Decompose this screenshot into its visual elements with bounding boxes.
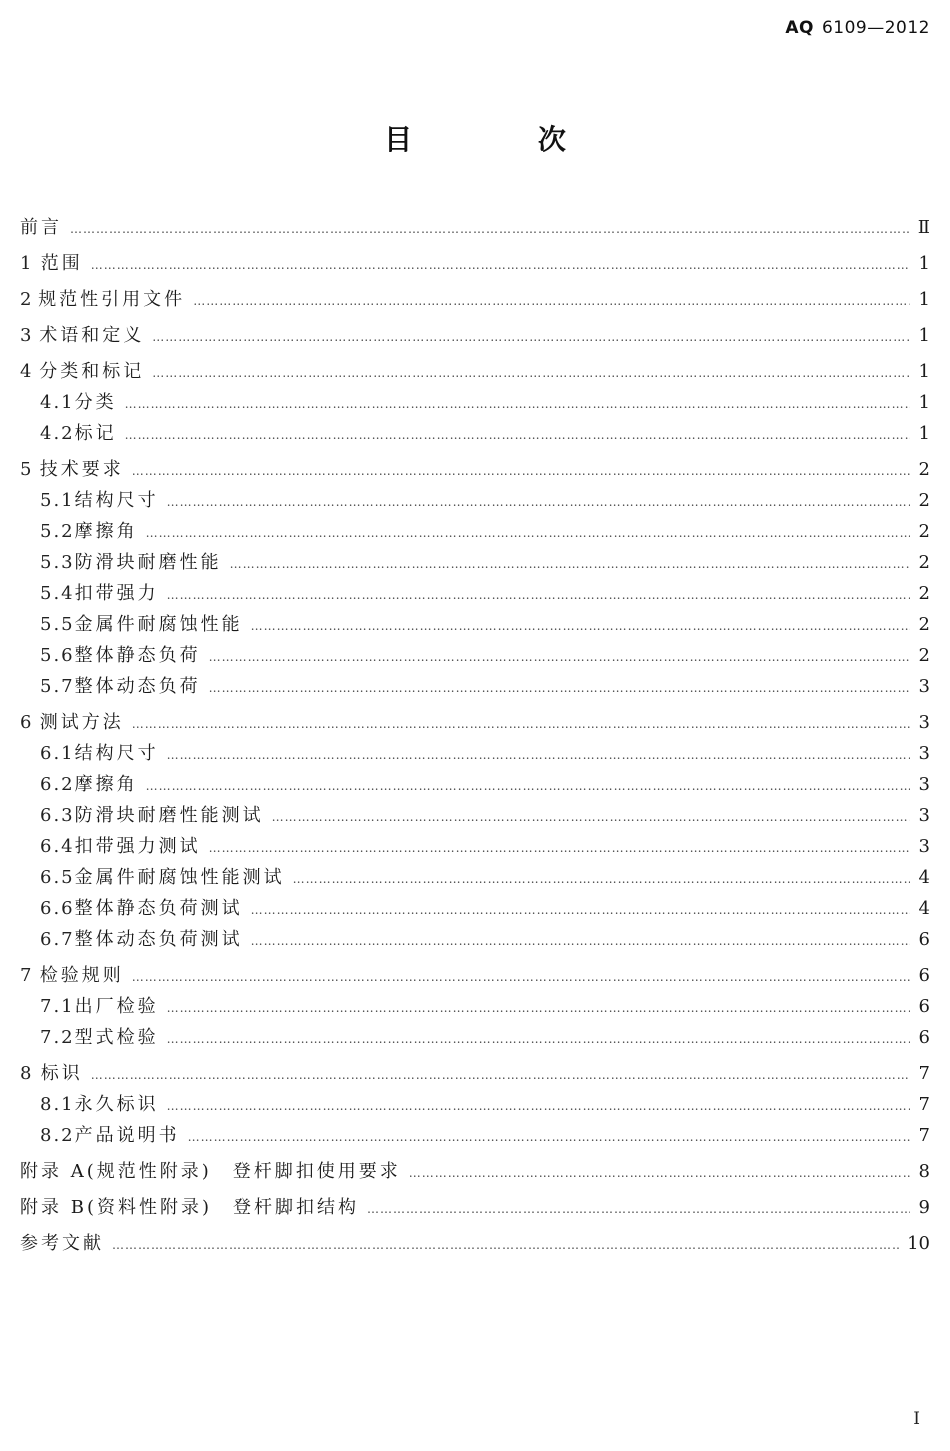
- dot-leader: [251, 903, 910, 917]
- page-title: 目 次: [384, 123, 624, 156]
- dot-leader: [132, 970, 910, 984]
- toc-entry-page: 1: [918, 325, 930, 346]
- toc-entry[interactable]: [20, 1090, 930, 1121]
- toc-entry-number: 5.3: [40, 552, 75, 573]
- toc-entry[interactable]: [20, 610, 930, 641]
- dot-leader: [209, 650, 910, 664]
- toc-entry-label: 测试方法: [39, 712, 124, 733]
- toc-entry[interactable]: [20, 770, 930, 801]
- toc-entry-number: 8: [20, 1063, 34, 1084]
- toc-entry-page: 1: [918, 289, 930, 310]
- dot-leader: [409, 1166, 910, 1180]
- toc-entry-label: 技术要求: [39, 459, 124, 480]
- toc-entry[interactable]: [20, 961, 930, 992]
- toc-entry-label: 结构尺寸: [74, 490, 159, 511]
- toc-entry[interactable]: [20, 285, 930, 316]
- dot-leader: [167, 1032, 910, 1046]
- toc-entry-page: 7: [918, 1125, 930, 1146]
- toc-entry-label: 结构尺寸: [74, 743, 159, 764]
- dot-leader: [167, 1099, 910, 1113]
- toc-entry-label: 金属件耐腐蚀性能测试: [74, 867, 285, 888]
- toc-entry[interactable]: [20, 1157, 930, 1188]
- toc-entry-page: 3: [918, 805, 930, 826]
- toc-entry[interactable]: [20, 708, 930, 739]
- toc-entry-number: 6: [20, 712, 34, 733]
- dot-leader: [251, 619, 910, 633]
- toc-entry[interactable]: [20, 249, 930, 280]
- dot-leader: [367, 1202, 910, 1216]
- toc-entry-page: 2: [918, 552, 930, 573]
- toc-entry-label: 分类: [74, 392, 117, 413]
- toc-entry-number: 3: [20, 325, 34, 346]
- toc-entry-number: 4.1: [40, 392, 75, 413]
- standard-prefix: AQ: [785, 18, 814, 38]
- dot-leader: [125, 428, 910, 442]
- toc-entry[interactable]: [20, 357, 930, 388]
- toc-entry[interactable]: [20, 1121, 930, 1152]
- toc-entry-label: 标识: [40, 1063, 83, 1084]
- toc-entry-label: 整体静态负荷: [74, 645, 201, 666]
- dot-leader: [152, 366, 910, 380]
- toc-entry-page: 2: [918, 459, 930, 480]
- toc-entry-number: 8.2: [40, 1125, 75, 1146]
- dot-leader: [152, 330, 910, 344]
- dot-leader: [132, 464, 910, 478]
- toc-entry-label: 整体动态负荷: [74, 676, 201, 697]
- toc-entry-label: 扣带强力测试: [74, 836, 201, 857]
- toc-entry-page: 8: [918, 1161, 930, 1182]
- toc-entry-number: 7.1: [40, 996, 75, 1017]
- toc-entry[interactable]: [20, 1059, 930, 1090]
- toc-entry-label: 规范性引用文件: [38, 289, 186, 310]
- toc-entry-page: 6: [918, 996, 930, 1017]
- toc-entry-label: 摩擦角: [74, 774, 138, 795]
- toc-entry-page: 2: [918, 614, 930, 635]
- toc-entry[interactable]: [20, 739, 930, 770]
- dot-leader: [146, 526, 910, 540]
- toc-entry-page: 7: [918, 1063, 930, 1084]
- toc-entry-page: 6: [918, 929, 930, 950]
- toc-entry[interactable]: [20, 641, 930, 672]
- toc-entry-number: 6.3: [40, 805, 75, 826]
- toc-entry[interactable]: [20, 1229, 930, 1260]
- toc-entry[interactable]: [20, 1023, 930, 1054]
- toc-entry-page: 4: [918, 867, 930, 888]
- table-of-contents: [20, 213, 930, 1260]
- toc-entry[interactable]: [20, 455, 930, 486]
- dot-leader: [125, 397, 910, 411]
- standard-code: [785, 18, 930, 38]
- dot-leader: [132, 717, 910, 731]
- dot-leader: [272, 810, 910, 824]
- toc-entry-page: 10: [907, 1233, 930, 1254]
- dot-leader: [293, 872, 910, 886]
- toc-entry[interactable]: [20, 1193, 930, 1224]
- dot-leader: [167, 495, 910, 509]
- toc-entry[interactable]: [20, 213, 930, 244]
- toc-entry[interactable]: [20, 863, 930, 894]
- toc-entry-label: 整体动态负荷测试: [74, 929, 243, 950]
- dot-leader: [209, 841, 910, 855]
- dot-leader: [188, 1130, 910, 1144]
- toc-entry-page: 6: [918, 965, 930, 986]
- toc-entry-number: 2: [20, 289, 34, 310]
- toc-entry-label: 附录 B(资料性附录) 登杆脚扣结构: [20, 1197, 359, 1218]
- toc-entry-page: 3: [918, 676, 930, 697]
- toc-entry-page: 1: [918, 361, 930, 382]
- toc-entry-page: 2: [918, 645, 930, 666]
- toc-entry-number: 5.4: [40, 583, 75, 604]
- toc-entry-label: 检验规则: [39, 965, 124, 986]
- toc-entry-page: 3: [918, 836, 930, 857]
- toc-entry-page: 6: [918, 1027, 930, 1048]
- toc-entry[interactable]: [20, 672, 930, 703]
- toc-entry-label: 分类和标记: [39, 361, 145, 382]
- toc-entry[interactable]: [20, 321, 930, 352]
- page-number: Ⅰ: [913, 1409, 920, 1429]
- toc-entry-label: 型式检验: [74, 1027, 159, 1048]
- toc-entry-number: 6.2: [40, 774, 75, 795]
- toc-entry[interactable]: [20, 388, 930, 419]
- toc-entry[interactable]: [20, 894, 930, 925]
- toc-entry[interactable]: [20, 992, 930, 1023]
- toc-entry-number: 6.1: [40, 743, 75, 764]
- toc-entry-number: 4: [20, 361, 34, 382]
- toc-entry-page: 2: [918, 583, 930, 604]
- toc-entry-page: 3: [918, 743, 930, 764]
- toc-entry-label: 扣带强力: [74, 583, 159, 604]
- toc-entry-number: 4.2: [40, 423, 75, 444]
- dot-leader: [167, 1001, 910, 1015]
- toc-entry-label: 防滑块耐磨性能: [74, 552, 222, 573]
- toc-entry[interactable]: [20, 419, 930, 450]
- toc-entry[interactable]: [20, 579, 930, 610]
- toc-entry[interactable]: [20, 925, 930, 956]
- toc-entry-page: 1: [918, 423, 930, 444]
- dot-leader: [251, 934, 910, 948]
- toc-entry-page: 3: [918, 712, 930, 733]
- toc-entry-label: 永久标识: [74, 1094, 159, 1115]
- toc-entry-page: 2: [918, 490, 930, 511]
- toc-entry-label: 前言: [20, 217, 62, 238]
- dot-leader: [193, 294, 910, 308]
- toc-entry-number: 6.4: [40, 836, 75, 857]
- dot-leader: [146, 779, 910, 793]
- dot-leader: [167, 588, 910, 602]
- toc-entry-number: 6.5: [40, 867, 75, 888]
- toc-entry-number: 1: [20, 253, 34, 274]
- toc-entry-label: 参考文献: [20, 1233, 104, 1254]
- toc-entry[interactable]: [20, 486, 930, 517]
- toc-entry-label: 范围: [40, 253, 83, 274]
- standard-number: 6109—2012: [821, 18, 930, 38]
- toc-entry-number: 5.7: [40, 676, 75, 697]
- dot-leader: [230, 557, 910, 571]
- toc-entry-page: 4: [918, 898, 930, 919]
- toc-entry-label: 摩擦角: [74, 521, 138, 542]
- toc-entry-number: 5.6: [40, 645, 75, 666]
- dot-leader: [91, 258, 910, 272]
- toc-entry-page: 9: [918, 1197, 930, 1218]
- toc-entry-page: Ⅱ: [917, 217, 930, 238]
- toc-entry-label: 附录 A(规范性附录) 登杆脚扣使用要求: [20, 1161, 401, 1182]
- toc-entry-label: 标记: [74, 423, 117, 444]
- toc-entry-page: 1: [918, 253, 930, 274]
- toc-entry[interactable]: [20, 801, 930, 832]
- toc-entry[interactable]: [20, 517, 930, 548]
- toc-entry-number: 5.5: [40, 614, 75, 635]
- dot-leader: [70, 222, 910, 236]
- dot-leader: [209, 681, 910, 695]
- toc-entry-number: 7: [20, 965, 34, 986]
- toc-entry[interactable]: [20, 548, 930, 579]
- toc-entry-page: 7: [918, 1094, 930, 1115]
- toc-entry[interactable]: [20, 832, 930, 863]
- toc-entry-label: 防滑块耐磨性能测试: [74, 805, 264, 826]
- toc-entry-page: 2: [918, 521, 930, 542]
- toc-entry-page: 1: [918, 392, 930, 413]
- toc-entry-label: 金属件耐腐蚀性能: [74, 614, 243, 635]
- dot-leader: [167, 748, 910, 762]
- toc-entry-label: 产品说明书: [74, 1125, 180, 1146]
- toc-entry-number: 5.2: [40, 521, 75, 542]
- toc-entry-number: 6.6: [40, 898, 75, 919]
- toc-entry-number: 5.1: [40, 490, 75, 511]
- toc-entry-page: 3: [918, 774, 930, 795]
- toc-entry-number: 6.7: [40, 929, 75, 950]
- toc-entry-number: 8.1: [40, 1094, 75, 1115]
- dot-leader: [112, 1238, 901, 1252]
- toc-entry-number: 7.2: [40, 1027, 75, 1048]
- toc-entry-number: 5: [20, 459, 34, 480]
- toc-entry-label: 出厂检验: [74, 996, 159, 1017]
- toc-entry-label: 整体静态负荷测试: [74, 898, 243, 919]
- toc-entry-label: 术语和定义: [39, 325, 145, 346]
- dot-leader: [91, 1068, 910, 1082]
